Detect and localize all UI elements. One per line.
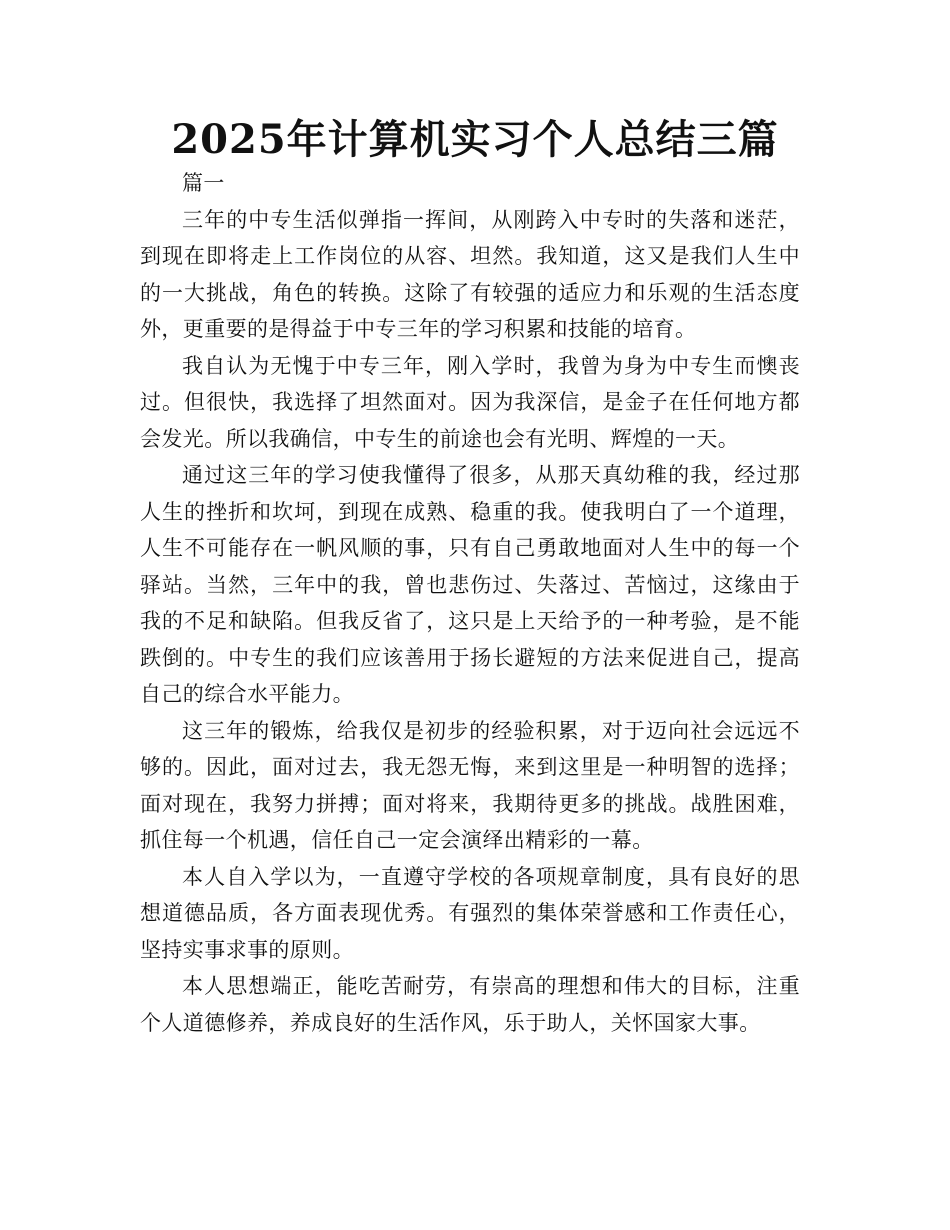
paragraph: 通过这三年的学习使我懂得了很多，从那天真幼稚的我，经过那人生的挫折和坎坷，到现在成熟、稳重的我。使我明白了一个道理，人生不可能存在一帆风顺的事，只有自己勇敢地面对人生中的每一个驿站。当然，三年中的我，曾也悲伤过、失落过、苦恼过，这缘由于我的不足和缺陷。但我反省了，这只是上天给予的一种考验，是不能跌倒的。中专生的我们应该善用于扬长避短的方法来促进自己，提高自己的综合水平能力。	[140, 463, 800, 706]
paragraph: 本人思想端正，能吃苦耐劳，有崇高的理想和伟大的目标，注重个人道德修养，养成良好的生活作风，乐于助人，关怀国家大事。	[140, 974, 800, 1035]
paragraph: 这三年的锻炼，给我仅是初步的经验积累，对于迈向社会远远不够的。因此，面对过去，我无怨无悔，来到这里是一种明智的选择；面对现在，我努力拼搏；面对将来，我期待更多的挑战。战胜困难，抓住每一个机遇，信任自己一定会演绎出精彩的一幕。	[140, 718, 800, 852]
paragraph: 我自认为无愧于中专三年，刚入学时，我曾为身为中专生而懊丧过。但很快，我选择了坦然面对。因为我深信，是金子在任何地方都会发光。所以我确信，中专生的前途也会有光明、辉煌的一天。	[140, 353, 800, 451]
section-label: 篇一	[182, 171, 225, 195]
document-title: 2025年计算机实习个人总结三篇	[171, 116, 779, 163]
paragraph: 本人自入学以为，一直遵守学校的各项规章制度，具有良好的思想道德品质，各方面表现优秀。有强烈的集体荣誉感和工作责任心，坚持实事求事的原则。	[140, 864, 800, 962]
paragraph: 三年的中专生活似弹指一挥间，从刚跨入中专时的失落和迷茫，到现在即将走上工作岗位的从容、坦然。我知道，这又是我们人生中的一大挑战，角色的转换。这除了有较强的适应力和乐观的生活态度外，更重要的是得益于中专三年的学习积累和技能的培育。	[140, 207, 800, 341]
document-body	[140, 165, 800, 1041]
